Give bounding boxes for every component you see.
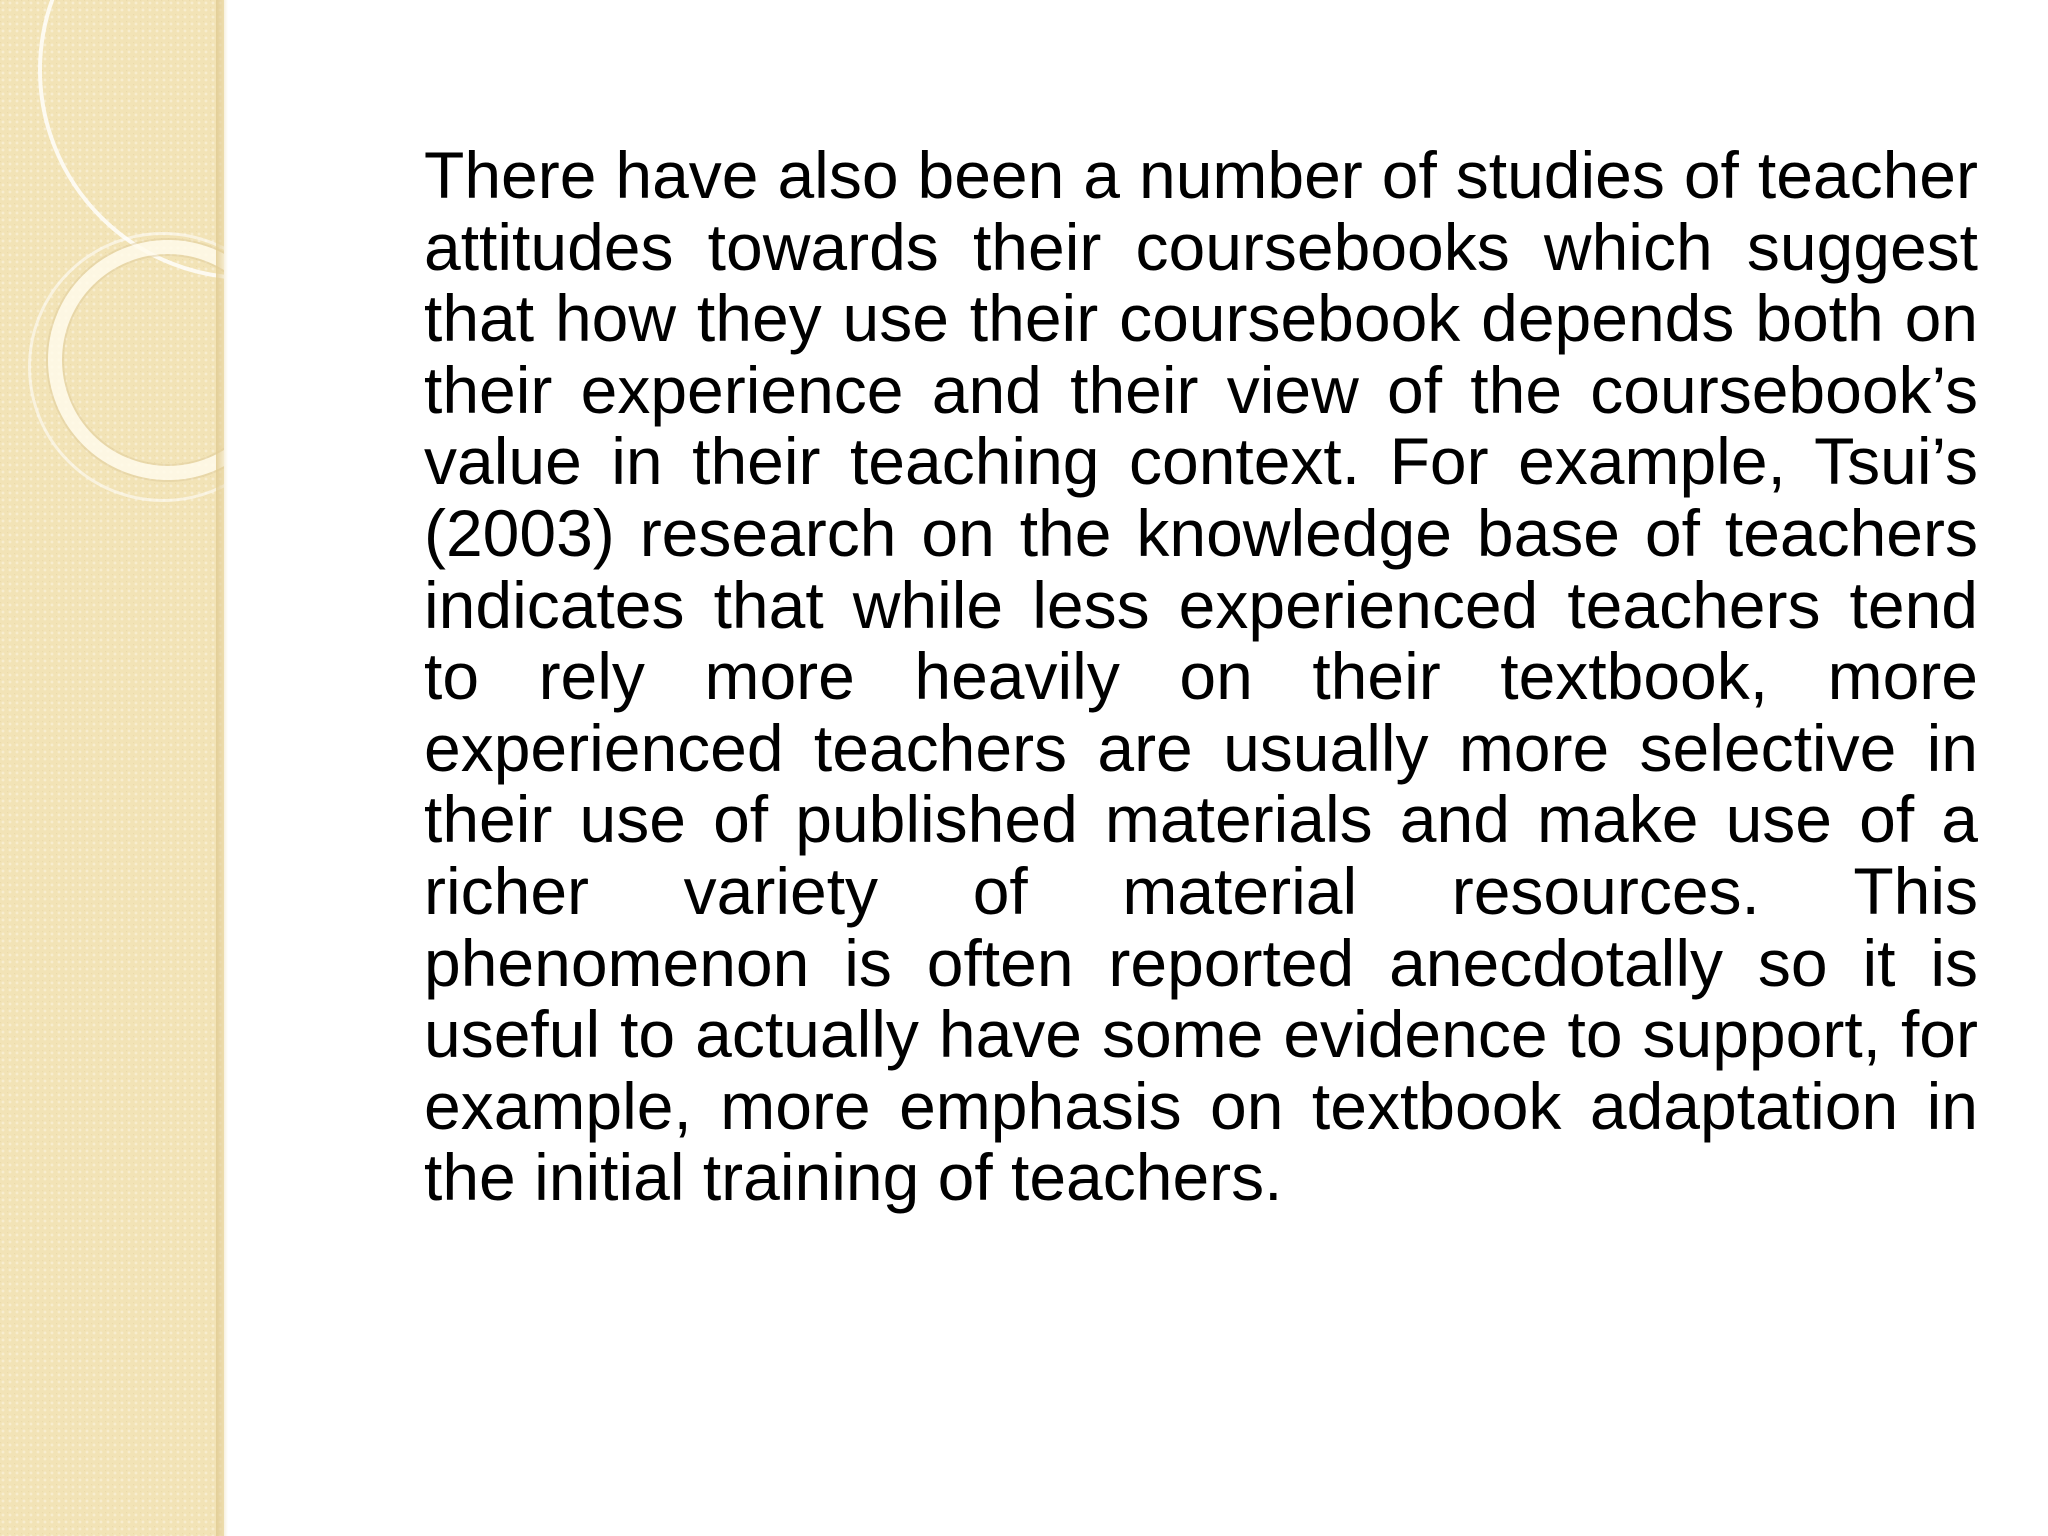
decorative-side-band: [0, 0, 224, 1536]
side-band-edge: [216, 0, 228, 1536]
slide-content: [424, 140, 1978, 1214]
body-paragraph: There have also been a number of studies of teacher attitudes towards their coursebooks which suggest that how they use their coursebook depends both on their experience and their view of the coursebook’s value in their teaching context. For example, Tsui’s (2003) research on the knowledge base of teachers indicates that while less experienced teachers tend to rely more heavily on their textbook, more experienced teachers are usually more selective in their use of published materials and make use of a richer variety of material resources. This phenomenon is often reported anecdotally so it is useful to actually have some evidence to support, for example, more emphasis on textbook adaptation in the initial training of teachers.: [424, 138, 1978, 1215]
